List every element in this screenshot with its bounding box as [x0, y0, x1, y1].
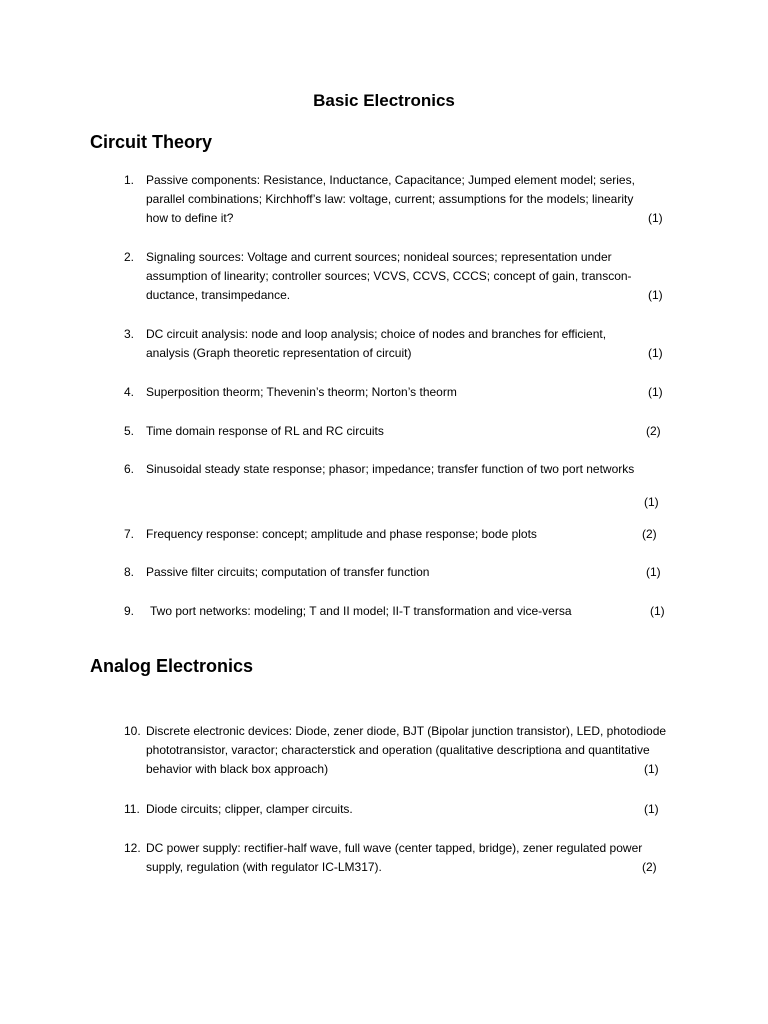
item-hours: (2) [642, 527, 657, 541]
list-item [124, 248, 676, 305]
item-text: DC circuit analysis: node and loop analysis; choice of nodes and branches for efficient, analysis (Graph theoretic representation of circuit) [146, 327, 607, 360]
item-hours: (1) [648, 346, 663, 360]
item-text: Signaling sources: Voltage and current sources; nonideal sources; representation under assumption of linearity; controller sources; VCVS, CCVS, CCCS; concept of gain, transcon-ductance, transimpedance. [146, 250, 632, 302]
item-number: 5. [124, 424, 135, 438]
item-text: Two port networks: modeling; T and II model; II-T transformation and vice-versa [150, 604, 572, 618]
item-number: 11. [124, 802, 140, 816]
item-text: Superposition theorm; Thevenin’s theorm; Norton’s theorm [146, 385, 457, 399]
item-number: 10. [124, 724, 141, 738]
item-number: 8. [124, 565, 135, 579]
item-text: Diode circuits; clipper, clamper circuits. [146, 802, 353, 816]
item-number: 4. [124, 385, 135, 399]
item-text: Passive filter circuits; computation of transfer function [146, 565, 430, 579]
item-hours: (1) [646, 565, 661, 579]
list-item [124, 563, 676, 582]
item-number: 6. [124, 462, 135, 476]
item-hours: (1) [644, 762, 659, 776]
list-item [124, 422, 676, 441]
page-title: Basic Electronics [313, 91, 455, 110]
item-number: 2. [124, 250, 135, 264]
item-hours: (2) [642, 860, 657, 874]
item-hours: (1) [644, 802, 659, 816]
list-item [124, 460, 676, 509]
item-text: Time domain response of RL and RC circuits [146, 424, 384, 438]
list-item [124, 325, 676, 363]
item-number: 3. [124, 327, 135, 341]
item-number: 12. [124, 841, 141, 855]
list-item [124, 383, 676, 402]
list-item [124, 722, 676, 779]
item-hours: (1) [650, 604, 665, 618]
item-hours: (2) [646, 424, 661, 438]
section-heading-analog-electronics: Analog Electronics [90, 656, 254, 676]
section-heading-circuit-theory: Circuit Theory [90, 132, 213, 152]
item-number: 9. [124, 604, 135, 618]
item-hours: (1) [648, 211, 663, 225]
item-text: Sinusoidal steady state response; phasor; impedance; transfer function of two port networks [146, 462, 635, 476]
list-item [124, 171, 676, 228]
item-text: Frequency response: concept; amplitude and phase response; bode plots [146, 527, 537, 541]
item-text: Discrete electronic devices: Diode, zener diode, BJT (Bipolar junction transistor), LED, photodiode phototransistor, varactor; characterstick and operation (qualitative descriptiona and quantitative behavior with black box approach) [146, 724, 667, 776]
item-hours: (1) [648, 288, 663, 302]
list-item [124, 602, 676, 621]
item-number: 7. [124, 527, 135, 541]
list-item [124, 839, 676, 877]
item-text: Passive components: Resistance, Inductance, Capacitance; Jumped element model; series, parallel combinations; Kirchhoff’s law: voltage, current; assumptions for the models; linearity how to define it? [146, 173, 635, 225]
list-item [124, 525, 676, 544]
item-text: DC power supply: rectifier-half wave, full wave (center tapped, bridge), zener regulated power supply, regulation (with regulator IC-LM317). [146, 841, 643, 874]
item-hours: (1) [644, 495, 659, 509]
list-item [124, 800, 676, 819]
item-number: 1. [124, 173, 135, 187]
item-hours: (1) [648, 385, 663, 399]
